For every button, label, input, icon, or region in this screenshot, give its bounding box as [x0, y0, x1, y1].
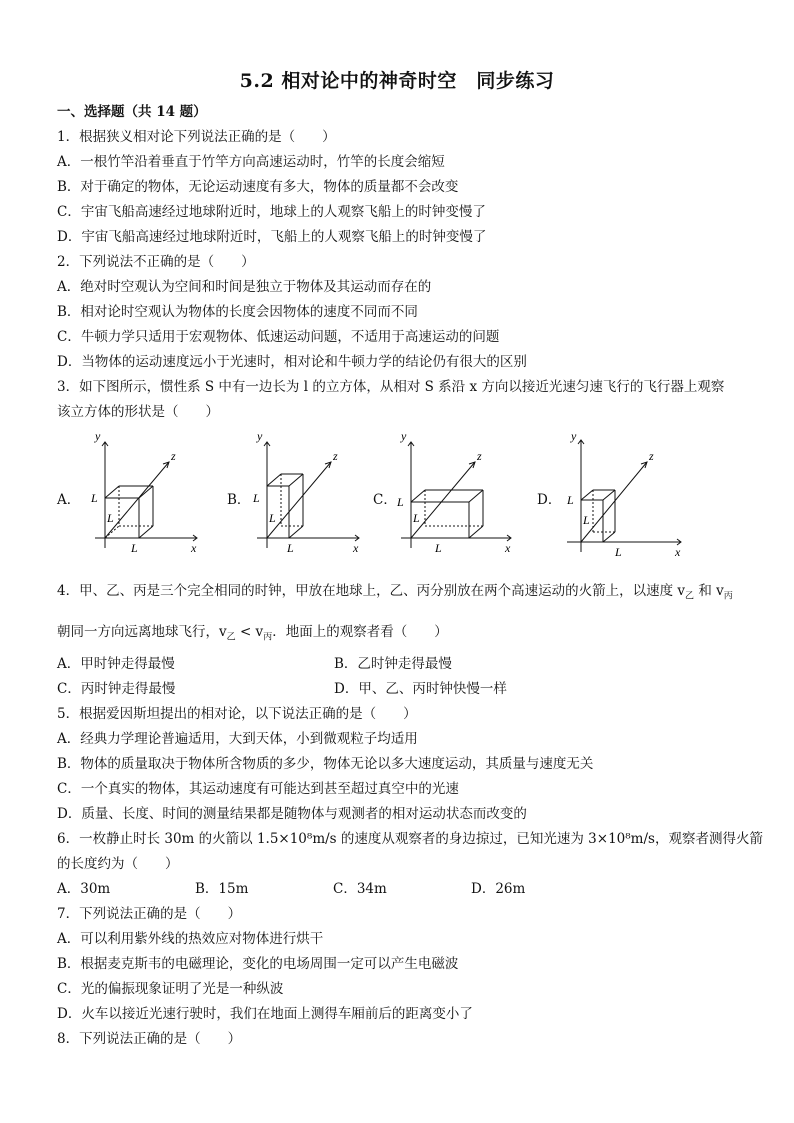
q5-option-c: C．一个真实的物体，其运动速度有可能达到甚至超过真空中的光速 — [57, 781, 459, 797]
q3-d-axis-x: x — [675, 545, 681, 558]
q1-option-c: C．宇宙飞船高速经过地球附近时，地球上的人观察飞船上的时钟变慢了 — [57, 204, 486, 220]
q6-option-c: C．34m — [333, 881, 387, 897]
q3-a-side-inner: L — [107, 511, 114, 525]
q4-row2 — [57, 681, 747, 697]
q2-option-d: D．当物体的运动速度远小于光速时，相对论和牛顿力学的结论仍有很大的区别 — [57, 354, 527, 370]
q3-b-axis-x: x — [353, 541, 359, 555]
q3-a-side-bottom: L — [131, 541, 138, 555]
q3-b-side-bottom: L — [287, 541, 294, 555]
q3-c-axis-x: x — [505, 541, 511, 555]
q3-label-d: D． — [537, 492, 562, 508]
q3-label-a: A． — [57, 492, 81, 508]
q7-option-c: C．光的偏振现象证明了光是一种纵波 — [57, 981, 284, 997]
q3-stem-line2: 该立方体的形状是（ ） — [57, 404, 219, 420]
q3-figure-b — [247, 428, 367, 558]
q3-c-axis-z: z — [477, 449, 482, 463]
q1-stem: 1．根据狭义相对论下列说法正确的是（ ） — [57, 129, 336, 145]
q3-figure-a — [85, 428, 205, 558]
q3-a-axis-z: z — [171, 449, 176, 463]
q3-label-c: C． — [373, 492, 397, 508]
q3-figure-c — [391, 428, 521, 558]
q3-stem-line1: 3．如下图所示，惯性系 S 中有一边长为 l 的立方体，从相对 S 系沿 x 方向以接近光速匀速飞行的飞行器上观察 — [57, 379, 725, 395]
q2-option-b: B．相对论时空观认为物体的长度会因物体的速度不同而不同 — [57, 304, 418, 320]
q2-option-a: A．绝对时空观认为空间和时间是独立于物体及其运动而存在的 — [57, 279, 432, 295]
q3-b-side-inner: L — [269, 511, 276, 525]
q3-d-axis-y: y — [571, 429, 577, 443]
q5-option-a: A．经典力学理论普遍适用，大到天体，小到微观粒子均适用 — [57, 731, 418, 747]
q3-figure-d — [557, 428, 687, 558]
q5-option-d: D．质量、长度、时间的测量结果都是随物体与观测者的相对运动状态而改变的 — [57, 806, 527, 822]
q4-row1 — [57, 656, 747, 672]
q3-d-side-left: L — [567, 493, 574, 507]
q1-option-b: B．对于确定的物体，无论运动速度有多大，物体的质量都不会改变 — [57, 179, 459, 195]
section-heading: 一、选择题（共 14 题） — [57, 104, 207, 120]
q3-a-axis-y: y — [95, 429, 101, 443]
q4-stem-line1: 4．甲、乙、丙是三个完全相同的时钟，甲放在地球上，乙、丙分别放在两个高速运动的火箭上，以速度 $v_乙$ 和 $v_丙$ — [57, 583, 733, 602]
q6-option-d: D．26m — [471, 881, 526, 897]
q3-a-side-left: L — [91, 491, 98, 505]
q3-c-axis-y: y — [401, 429, 407, 443]
q3-figures — [57, 428, 747, 568]
q5-stem: 5．根据爱因斯坦提出的相对论，以下说法正确的是（ ） — [57, 706, 417, 722]
q6-option-a: A．30m — [57, 881, 111, 897]
q1-option-d: D．宇宙飞船高速经过地球附近时，飞船上的人观察飞船上的时钟变慢了 — [57, 229, 487, 245]
q3-b-axis-y: y — [257, 429, 263, 443]
q7-stem: 7．下列说法正确的是（ ） — [57, 906, 242, 922]
q3-d-side-inner: L — [583, 513, 590, 527]
q5-option-b: B．物体的质量取决于物体所含物质的多少，物体无论以多大速度运动，其质量与速度无关 — [57, 756, 594, 772]
q7-option-a: A．可以利用紫外线的热效应对物体进行烘干 — [57, 931, 324, 947]
q2-option-c: C．牛顿力学只适用于宏观物体、低速运动问题，不适用于高速运动的问题 — [57, 329, 500, 345]
q3-d-axis-z: z — [649, 449, 654, 463]
q4-option-a: A．甲时钟走得最慢 — [57, 656, 175, 672]
q3-c-side-left: L — [397, 495, 404, 509]
q3-b-axis-z: z — [333, 449, 338, 463]
q3-a-axis-x: x — [191, 541, 197, 555]
q6-stem-line2: 的长度约为（ ） — [57, 856, 179, 872]
q1-option-a: A．一根竹竿沿着垂直于竹竿方向高速运动时，竹竿的长度会缩短 — [57, 154, 445, 170]
q3-c-side-inner: L — [413, 511, 420, 525]
q4-stem-line2: 朝同一方向远离地球飞行，$v_乙 < v_丙$．地面上的观察者看（ ） — [57, 624, 448, 643]
q8-stem: 8．下列说法正确的是（ ） — [57, 1031, 242, 1047]
q7-option-b: B．根据麦克斯韦的电磁理论，变化的电场周围一定可以产生电磁波 — [57, 956, 459, 972]
q6-stem-line1: 6．一枚静止时长 30m 的火箭以 1.5×10⁸m/s 的速度从观察者的身边掠过，已知光速为 3×10⁸m/s，观察者测得火箭 — [57, 831, 763, 847]
q2-stem: 2．下列说法不正确的是（ ） — [57, 254, 255, 270]
q3-label-b: B． — [227, 492, 251, 508]
q3-d-side-bottom: L — [615, 545, 622, 558]
q4-option-b: B．乙时钟走得最慢 — [334, 656, 452, 672]
q6-option-b: B．15m — [195, 881, 249, 897]
page-title: 5.2 相对论中的神奇时空 同步练习 — [239, 70, 555, 92]
q3-b-side-left: L — [253, 491, 260, 505]
q4-option-c: C．丙时钟走得最慢 — [57, 681, 176, 697]
q4-option-d: D．甲、乙、丙时钟快慢一样 — [334, 681, 507, 697]
q7-option-d: D．火车以接近光速行驶时，我们在地面上测得车厢前后的距离变小了 — [57, 1006, 473, 1022]
q3-c-side-bottom: L — [435, 541, 442, 555]
